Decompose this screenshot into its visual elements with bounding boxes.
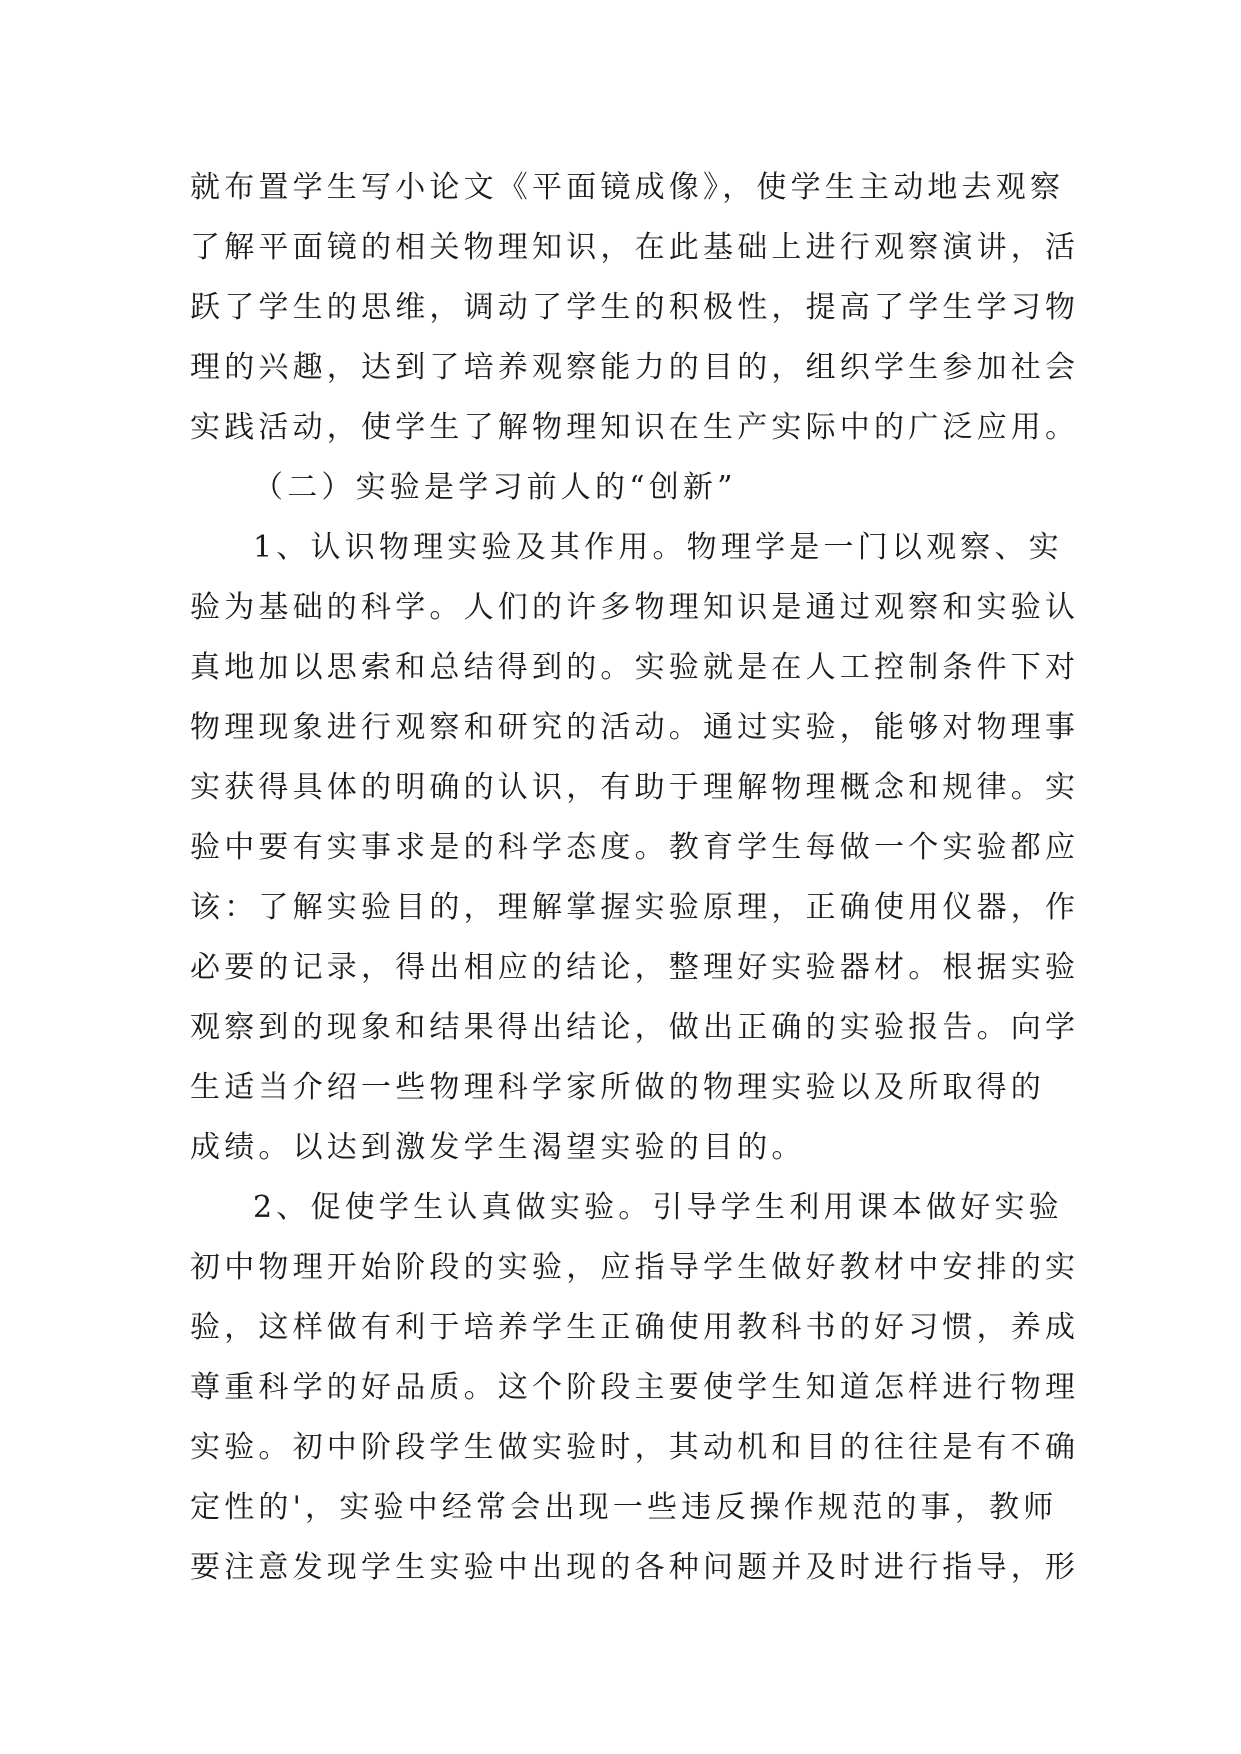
paragraph-first-line: 2、促使学生认真做实验。引导学生利用课本做好实验 — [253, 1190, 1063, 1225]
text-line: 该：了解实验目的，理解掌握实验原理，正确使用仪器，作 — [190, 890, 1080, 925]
text-line: 必要的记录，得出相应的结论，整理好实验器材。根据实验 — [190, 950, 1080, 985]
text-line: 了解平面镜的相关物理知识，在此基础上进行观察演讲，活 — [190, 230, 1080, 265]
text-line: 初中物理开始阶段的实验，应指导学生做好教材中安排的实 — [190, 1250, 1080, 1285]
text-line: 实验。初中阶段学生做实验时，其动机和目的往往是有不确 — [190, 1430, 1080, 1465]
text-line: 验，这样做有利于培养学生正确使用教科书的好习惯，养成 — [190, 1310, 1080, 1345]
text-line: 实获得具体的明确的认识，有助于理解物理概念和规律。实 — [190, 770, 1080, 805]
text-line: 物理现象进行观察和研究的活动。通过实验，能够对物理事 — [190, 710, 1080, 745]
text-line: 就布置学生写小论文《平面镜成像》，使学生主动地去观察 — [190, 170, 1065, 205]
text-line: 理的兴趣，达到了培养观察能力的目的，组织学生参加社会 — [190, 350, 1080, 385]
text-line: 验中要有实事求是的科学态度。教育学生每做一个实验都应 — [190, 830, 1080, 865]
section-heading: （二）实验是学习前人的“创新” — [253, 470, 737, 505]
text-line: 真地加以思索和总结得到的。实验就是在人工控制条件下对 — [190, 650, 1080, 685]
text-line: 尊重科学的好品质。这个阶段主要使学生知道怎样进行物理 — [190, 1370, 1080, 1405]
text-line: 实践活动，使学生了解物理知识在生产实际中的广泛应用。 — [190, 410, 1080, 445]
paragraph-first-line: 1、认识物理实验及其作用。物理学是一门以观察、实 — [253, 530, 1063, 565]
text-line: 定性的'，实验中经常会出现一些违反操作规范的事，教师 — [190, 1490, 1058, 1525]
text-line: 跃了学生的思维，调动了学生的积极性，提高了学生学习物 — [190, 290, 1080, 325]
text-line: 要注意发现学生实验中出现的各种问题并及时进行指导，形 — [190, 1550, 1080, 1585]
text-line: 生适当介绍一些物理科学家所做的物理实验以及所取得的 — [190, 1070, 1045, 1105]
text-line: 观察到的现象和结果得出结论，做出正确的实验报告。向学 — [190, 1010, 1080, 1045]
text-line: 验为基础的科学。人们的许多物理知识是通过观察和实验认 — [190, 590, 1080, 625]
text-line: 成绩。以达到激发学生渴望实验的目的。 — [190, 1130, 806, 1165]
